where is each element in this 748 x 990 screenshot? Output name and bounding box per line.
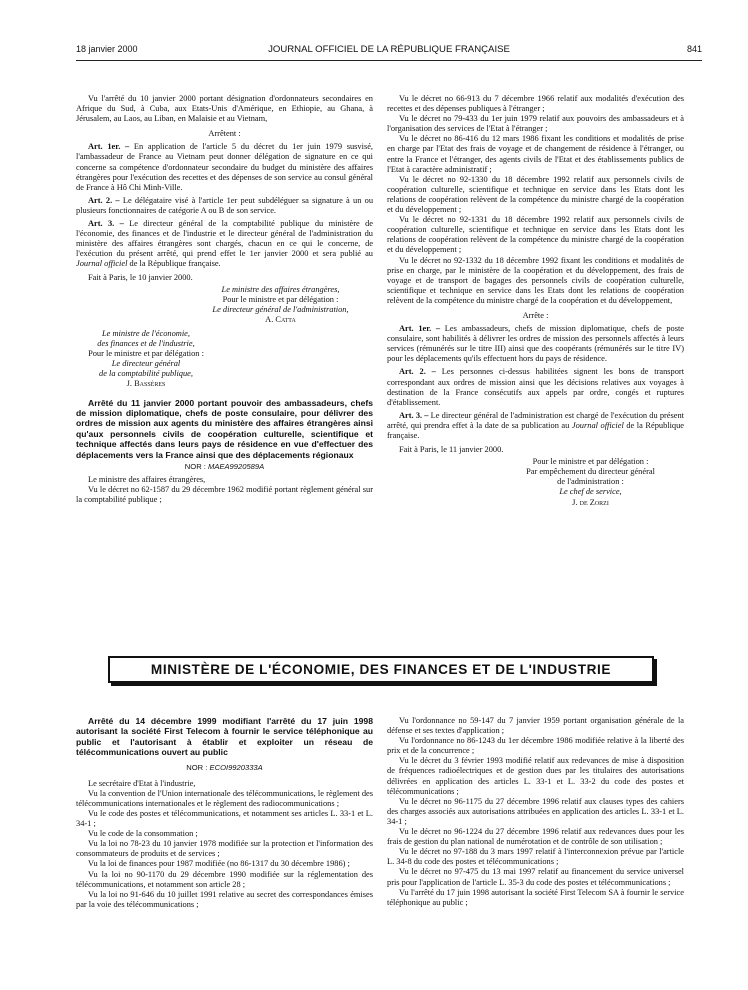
r-article-1-label: Art. 1er. –: [399, 324, 441, 334]
arrete-3-title: Arrêté du 14 décembre 1999 modifiant l'arrêté du 17 juin 1998 autorisant la société First Telecom à fournir le service téléphonique au public et l'autorisant à établir et exploiter un réseau de télécommunications ouvert au public: [76, 716, 373, 758]
bl-p5: Vu la loi de finances pour 1987 modifiée (no 86-1317 du 30 décembre 1986) ;: [88, 859, 350, 869]
top-right-column: [387, 94, 684, 508]
r-journal-officiel-ref: Journal officiel: [571, 420, 624, 430]
vu-paragraph: Vu l'arrêté du 10 janvier 2000 portant désignation d'ordonnateurs secondaires en Afrique du Sud, à Cuba, aux Etats-Unis d'Amérique, en Ethiopie, au Ghana, à Jérusalem, au Laos, au Liban, en Malaisie et au Vietnam,: [76, 94, 373, 124]
bl-p6: Vu la loi no 90-1170 du 29 décembre 1990 modifiée sur la réglementation des télécommunications, et notamment son article 28 ;: [76, 869, 373, 889]
sig2-role2: des finances et de l'industrie,: [97, 339, 195, 349]
vu-decret-79: Vu le décret no 79-433 du 1er juin 1979 relatif aux pouvoirs des ambassadeurs et à l'organisation des services de l'Etat à l'étranger ;: [387, 114, 684, 134]
br-p2: Vu l'ordonnance no 86-1243 du 1er décembre 1986 modifiée relative à la liberté des prix et de la concurrence ;: [387, 736, 684, 756]
nor-label-2: NOR :: [186, 762, 208, 772]
vu-decret-86: Vu le décret no 86-416 du 12 mars 1986 fixant les conditions et modalités de prise en charge par l'Etat des frais de voyage et de changement de résidence à l'étranger, ou entre la France et l'étranger, des agents civils de l'Etat et des établissements publics de l'Etat à caractère administratif ;: [387, 134, 684, 174]
signature-block-2: [76, 329, 216, 390]
ministry-band: MINISTÈRE DE L'ÉCONOMIE, DES FINANCES ET DE L'INDUSTRIE: [108, 656, 654, 683]
br-p5: Vu le décret no 96-1224 du 27 décembre 1996 relatif aux redevances dues pour les frais de gestion du plan national de numérotation et de contrôle de son utilisation ;: [387, 827, 684, 847]
r-sig-title: Le chef de service,: [559, 487, 622, 497]
r-article-3-end: de la République française.: [387, 420, 685, 440]
sig1-deleg: Pour le ministre et par délégation :: [222, 294, 339, 304]
nor-value: MAEA9920589A: [208, 461, 265, 471]
br-p3: Vu le décret du 3 février 1993 modifié relatif aux redevances de mise à disposition de fréquences radioélectriques et de gestion dues par les titulaires des autorisations délivrées en application des articles L. 33-1 et L. 33-2 du code des postes et télécommunications ;: [387, 756, 684, 796]
bottom-right-column: [387, 716, 684, 908]
r-sig-deleg: Pour le ministre et par délégation :: [532, 457, 649, 467]
bl-p4: Vu la loi no 78-23 du 10 janvier 1978 modifiée sur la protection et l'information des consommateurs de produits et de services ;: [76, 839, 373, 859]
br-p8: Vu l'arrêté du 17 juin 1998 autorisant la société First Telecom SA à fournir le service téléphonique au public ;: [387, 887, 684, 907]
sig2-title2: de la comptabilité publique,: [99, 369, 193, 379]
bl-p2: Vu le code des postes et télécommunications, et notamment ses articles L. 33-1 et L. 34-1 ;: [76, 809, 373, 829]
sig1-role: Le ministre des affaires étrangères,: [221, 284, 340, 294]
vu-decret-62: Vu le décret no 62-1587 du 29 décembre 1962 modifié portant règlement général sur la comptabilité publique ;: [76, 485, 373, 505]
sig2-name: J. Bassères: [126, 379, 166, 389]
sig2-title1: Le directeur général: [111, 359, 181, 369]
top-left-column: [76, 94, 373, 505]
vu-decret-92-1331: Vu le décret no 92-1331 du 18 décembre 1992 relatif aux personnels civils de coopération culturelle, scientifique et technique en service dans les Etats dont les relations de coopération relèvent de la compétence du ministre chargé de la coopération et du développement ;: [387, 215, 684, 255]
ministre-paragraph: Le ministre des affaires étrangères,: [88, 475, 206, 485]
arrete-heading: Arrête :: [522, 310, 549, 320]
bl-p7: Vu la loi no 91-646 du 10 juillet 1991 relative au secret des correspondances émises par la voie des télécommunications ;: [76, 889, 373, 909]
page-header: [76, 44, 702, 58]
header-rule: [76, 60, 702, 61]
article-1-label: Art. 1er. –: [88, 142, 130, 152]
r-fait-a-paris: Fait à Paris, le 11 janvier 2000.: [399, 445, 504, 455]
br-p6: Vu le décret no 97-188 du 3 mars 1997 relatif à l'interconnexion prévue par l'article L. 34-8 du code des postes et télécommunications ;: [387, 847, 684, 867]
sig1-name: A. Catta: [265, 314, 296, 324]
article-3-end: de la République française.: [129, 259, 221, 269]
journal-title: JOURNAL OFFICIEL DE LA RÉPUBLIQUE FRANÇAISE: [268, 44, 510, 55]
article-2-text: Le délégataire visé à l'article 1er peut subdéléguer sa signature à un ou plusieurs fonctionnaires de catégorie A ou B de son service.: [76, 195, 374, 215]
r-article-2: [387, 367, 684, 407]
header-date: 18 janvier 2000: [76, 44, 138, 54]
fait-a-paris: Fait à Paris, le 10 janvier 2000.: [88, 272, 193, 282]
article-3-label: Art. 3. –: [88, 219, 124, 229]
article-2: [76, 196, 373, 216]
r-sig-name: J. de Zorzi: [572, 497, 609, 507]
signature-block-1: [188, 285, 373, 325]
sig2-deleg: Pour le ministre et par délégation :: [88, 349, 204, 359]
arretent-heading: Arrêtent :: [208, 129, 241, 139]
article-1-text: En application de l'article 5 du décret du 1er juin 1979 susvisé, l'ambassadeur de France au Vietnam peut donner délégation de signature en ce qui concerne sa compétence d'ordonnateur secondaire du budget du ministère des affaires étrangères pour l'exécution des recettes et des dépenses de son service au consul général de France à Hô Chi Minh-Ville.: [76, 142, 374, 192]
r-article-3: [387, 411, 684, 441]
article-2-label: Art. 2. –: [88, 195, 120, 205]
r-signature-block: [497, 457, 684, 507]
nor-value-2: ECOI9920333A: [209, 762, 263, 772]
article-3-text: Le directeur général de la comptabilité publique du ministère de l'économie, des finances et de l'industrie et le directeur général de l'administration du ministère des affaires étrangères sont chargés, chacun en ce qui le concerne, de l'exécution du présent arrêté, qui prend effet le 1er janvier 2000 et sera publié au: [76, 219, 373, 259]
vu-decret-92-1332: Vu le décret no 92-1332 du 18 décembre 1992 fixant les conditions et modalités de prise en charge, par le ministère de la coopération et du développement, des frais de voyage et de transport de bagages des personnels civils de coopération culturelle, scientifique et technique en service dans les Etats dont les relations de coopération relèvent de la compétence du ministre chargé de la coopération et du développement,: [387, 255, 684, 305]
page-number: 841: [686, 44, 702, 54]
r-article-3-text: Le directeur général de l'administration est chargé de l'exécution du présent arrêté, qui prendra effet à la date de sa publication au: [387, 410, 685, 430]
bl-p1: Vu la convention de l'Union internationale des télécommunications, le règlement des télécommunications internationales et le règlement des radiocommunications ;: [76, 788, 373, 808]
br-p4: Vu le décret no 96-1175 du 27 décembre 1996 relatif aux clauses types des cahiers des charges associés aux autorisations attribuées en application des articles L. 33-1 et L. 34-1 ;: [387, 796, 684, 826]
article-3: [76, 219, 373, 269]
nor-line-2: [76, 763, 373, 773]
r-sig-emp1: Par empêchement du directeur général: [526, 467, 655, 477]
br-p7: Vu le décret no 97-475 du 13 mai 1997 relatif au financement du service universel pris pour l'application de l'article L. 35-3 du code des postes et télécommunications ;: [387, 867, 684, 887]
r-article-3-label: Art. 3. –: [399, 410, 429, 420]
r-article-1-text: Les ambassadeurs, chefs de mission diplomatique, chefs de poste consulaire, sont habilités à délivrer les ordres de mission des personnels affectés à leurs services (rémunérés sur le titre III) ainsi que des coopérants (rémunérés sur le titre IV) pour les déplacements qu'ils effectuent hors du pays de résidence.: [387, 324, 685, 364]
r-article-2-label: Art. 2. –: [399, 367, 436, 377]
bottom-left-column: [76, 716, 373, 910]
nor-line-1: [76, 462, 373, 472]
r-article-1: [387, 324, 684, 364]
arrete-2-title: Arrêté du 11 janvier 2000 portant pouvoir des ambassadeurs, chefs de mission diplomatique, chefs de poste consulaire, pour délivrer des ordres de mission aux agents du ministère des affaires étrangères ainsi qu'aux personnels civils de coopération culturelle, scientifique et technique affectés dans leurs pays de résidence en vue d'effectuer des déplacements vers la France ainsi que des déplacements régionaux: [76, 397, 373, 460]
sig2-role1: Le ministre de l'économie,: [101, 328, 190, 338]
sig1-title: Le directeur général de l'administration,: [212, 304, 349, 314]
r-sig-emp2: de l'administration :: [557, 477, 624, 487]
nor-label: NOR :: [184, 461, 206, 471]
r-article-2-text: Les personnes ci-dessus habilitées signent les bons de transport correspondant aux ordres de mission ainsi que les décisions relatives aux voyages à destination de la France consécutifs aux appels par ordre, congés et ruptures d'établissement.: [387, 367, 685, 407]
article-1: [76, 142, 373, 192]
vu-decret-92-1330: Vu le décret no 92-1330 du 18 décembre 1992 relatif aux personnels civils de coopération culturelle, scientifique et technique en service dans les Etats dont les relations de coopération relèvent de la compétence du ministre chargé de la coopération et du développement ;: [387, 174, 684, 215]
journal-officiel-ref: Journal officiel: [76, 259, 128, 269]
bl-p3: Vu le code de la consommation ;: [88, 829, 198, 839]
vu-decret-66: Vu le décret no 66-913 du 7 décembre 1966 relatif aux modalités d'exécution des recettes et des dépenses publiques à l'étranger ;: [387, 94, 684, 114]
br-p1: Vu l'ordonnance no 59-147 du 7 janvier 1959 portant organisation générale de la défense et ses textes d'application ;: [387, 716, 684, 736]
bl-p0: Le secrétaire d'Etat à l'industrie,: [88, 778, 196, 788]
